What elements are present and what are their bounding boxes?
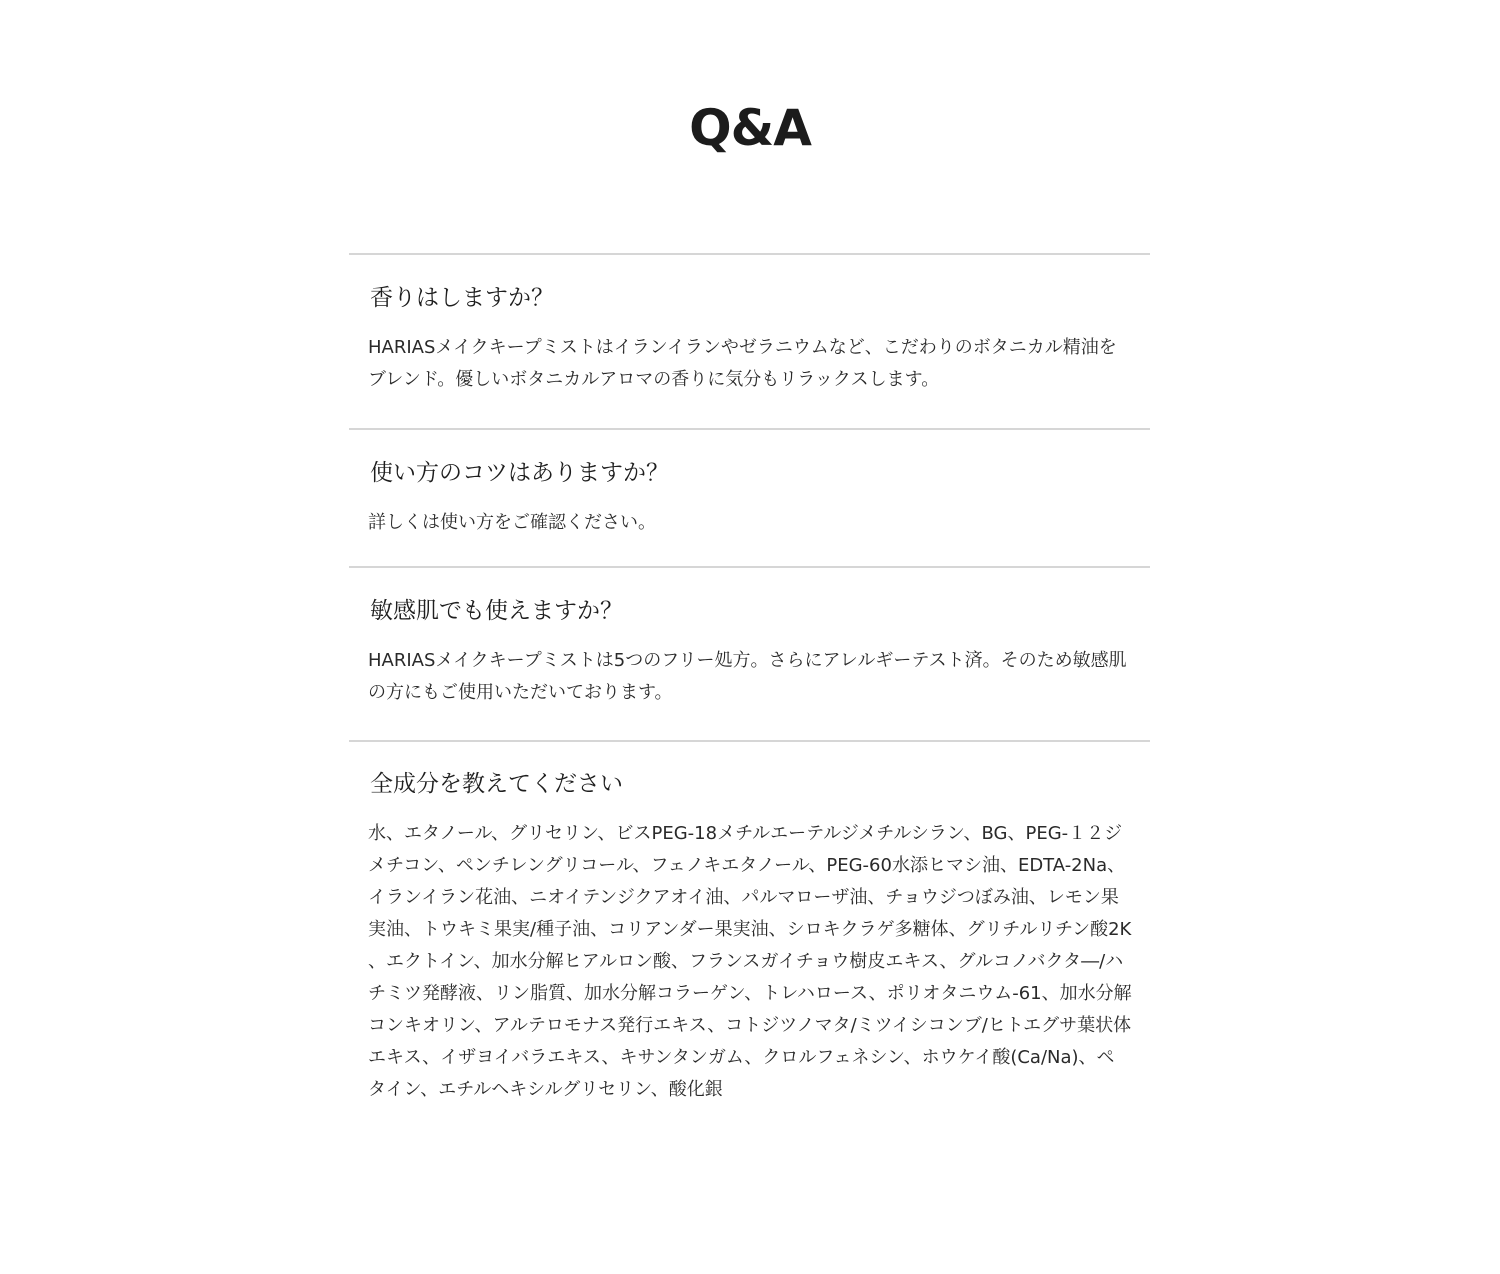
question: 敏感肌でも使えますか？: [370, 598, 623, 624]
answer: 詳しくは使い方をご確認ください。: [368, 512, 656, 533]
page-title: Q&A: [689, 99, 811, 157]
answer: HARIASメイクキープミストは5つのフリー処方。さらにアレルギーテスト済。そのため敏感肌の方にもご使用いただいております。: [368, 650, 1127, 703]
answer: 水、エタノール、グリセリン、ビスPEG-18メチルエーテルジメチルシラン、BG、PEG-１２ジメチコン、ペンチレングリコール、フェノキエタノール、PEG-60水添ヒマシ油、EDTA-2Na、イランイラン花油、ニオイテンジクアオイ油、パルマローザ油、チョウジつぼみ油、レモン果実油、トウキミ果実/種子油、コリアンダー果実油、シロキクラゲ多糖体、グリチルリチン酸2K、エクトイン、加水分解ヒアルロン酸、フランスガイチョウ樹皮エキス、グルコノバクタ―/ハチミツ発酵液、リン脂質、加水分解コラーゲン、トレハロース、ポリオタニウム-61、加水分解コンキオリン、アルテロモナス発行エキス、コトジツノマタ/ミツイシコンブ/ヒトエグサ葉状体エキス、イザヨイバラエキス、キサンタンガム、クロルフェネシン、ホウケイ酸(Ca/Na)、ペタイン、エチルヘキシルグリセリン、酸化銀: [368, 823, 1132, 1100]
question: 全成分を教えてください: [370, 771, 623, 797]
qa-item-fragrance: [349, 253, 1150, 428]
qa-item-usage-tips: [349, 428, 1150, 566]
qa-list: [349, 253, 1150, 1106]
qa-item-ingredients: [349, 740, 1150, 1106]
question: 香りはしますか？: [370, 285, 554, 311]
question: 使い方のコツはありますか？: [370, 460, 669, 486]
qa-item-sensitive-skin: [349, 566, 1150, 740]
answer: HARIASメイクキープミストはイランイランやゼラニウムなど、こだわりのボタニカル精油をブレンド。優しいボタニカルアロマの香りに気分もリラックスします。: [368, 337, 1117, 390]
